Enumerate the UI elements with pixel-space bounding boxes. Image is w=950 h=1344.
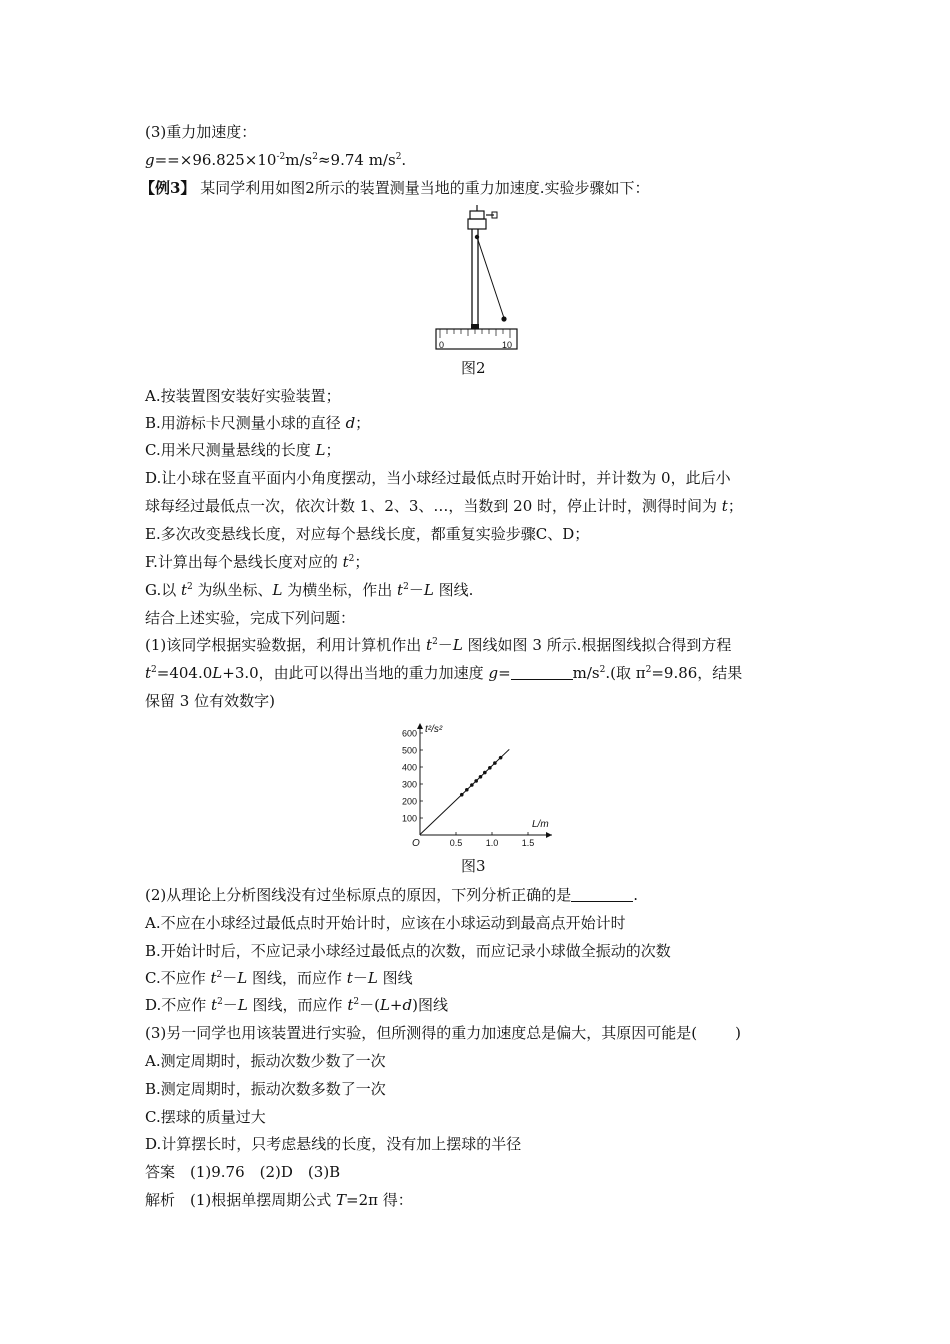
data-point [483,771,487,775]
step-g: G.以 $t^2$ 为纵坐标、L 为横坐标，作出 $t^2-L$ 图线. [145,581,474,599]
pendulum-bob [501,316,506,321]
option-2b: B.开始计时后，不应记录小球经过最低点的次数，而应记录小球做全振动的次数 [145,942,671,960]
figure-2-caption: 图2 [461,359,486,377]
option-3a: A.测定周期时，振动次数少数了一次 [145,1052,386,1070]
x-tick-label: 0.5 [449,838,463,848]
question-2: (2)从理论上分析图线没有过坐标原点的原因，下列分析正确的是 . [145,886,639,904]
y-tick-label: 200 [401,796,417,807]
ruler-label-left: 0 [439,340,445,350]
text-line: 结合上述实验，完成下列问题： [145,609,356,627]
x-tick-label: 1.5 [521,838,535,848]
question-3: (3)另一同学也用该装置进行实验，但所测得的重力加速度总是偏大，其原因可能是( ) [145,1024,741,1042]
answer-line: 答案 (1)9.76 (2)D (3)B [145,1163,341,1181]
data-point [499,756,503,760]
data-point [465,788,469,792]
step-c: C.用米尺测量悬线的长度 L； [145,441,341,459]
data-point [479,775,483,779]
y-tick-label: 400 [401,762,417,773]
figure-2-pendulum [432,205,522,353]
figure-3-chart [390,717,565,852]
option-2d: D.不应作 $t^2-L$ 图线，而应作 $t^2-(L+d)$图线 [145,996,448,1014]
question-1-line-3: 保留 3 位有效数字) [145,692,275,710]
y-tick-label: 100 [401,813,417,824]
option-3c: C.摆球的质量过大 [145,1108,266,1126]
text-line: (3)重力加速度： [145,123,257,141]
ruler-label-right: 10 [502,340,513,350]
data-point [488,766,492,770]
step-d-1: D.让小球在竖直平面内小角度摆动，当小球经过最低点时开始计时，并计数为 0，此后小 [145,469,731,487]
step-e: E.多次改变悬线长度，对应每个悬线长度，都重复实验步骤C、D； [145,525,590,543]
step-f: F.计算出每个悬线长度对应的 $t^2$； [145,553,370,571]
data-point [460,793,464,797]
option-2c: C.不应作 $t^2-L$ 图线，而应作 t－L 图线 [145,969,413,987]
clamp [470,211,484,219]
origin-label: O [412,838,420,849]
text-line: $g==\times 96.825\times 10^{-2}m/s^2\approx 9.74$ $m/s^2$. [145,151,407,169]
step-a: A.按装置图安装好实验装置； [145,387,341,405]
answer-blank[interactable] [571,887,633,902]
data-point [493,761,497,765]
question-1-line-1: (1)该同学根据实验数据，利用计算机作出 $t^2-L$ 图线如图 3 所示.根据图线拟合得到方程 [145,636,732,654]
y-tick-label: 300 [401,779,417,790]
y-tick-label: 600 [401,728,417,739]
x-tick-label: 1.0 [485,838,499,848]
data-point [470,783,474,787]
question-1-line-2: $t^2=404.0L+3.0$，由此可以得出当地的重力加速度 $g= m/s^2$.(取 $\pi^2=9.86$，结果 [145,664,743,682]
data-point [474,779,478,783]
figure-3-caption: 图3 [461,857,486,875]
pendulum-string [477,237,504,318]
example-heading: 【例3】 某同学利用如图2所示的装置测量当地的重力加速度.实验步骤如下： [140,179,650,197]
step-d-2: 球每经过最低点一次，依次计数 1、2、3、…，当数到 20 时，停止计时，测得时间为 t； [145,497,743,515]
y-tick-label: 500 [401,745,417,756]
option-3b: B.测定周期时，振动次数多数了一次 [145,1080,386,1098]
step-b: B.用游标卡尺测量小球的直径 d； [145,414,371,432]
option-3d: D.计算摆长时，只考虑悬线的长度，没有加上摆球的半径 [145,1135,522,1153]
solution-line: 解析 (1)根据单摆周期公式 T=2π 得： [145,1191,413,1209]
x-axis-label: L/m [532,819,549,830]
answer-blank[interactable] [511,665,573,680]
option-2a: A.不应在小球经过最低点时开始计时，应该在小球运动到最高点开始计时 [145,914,626,932]
y-axis-label: t²/s² [425,724,443,735]
